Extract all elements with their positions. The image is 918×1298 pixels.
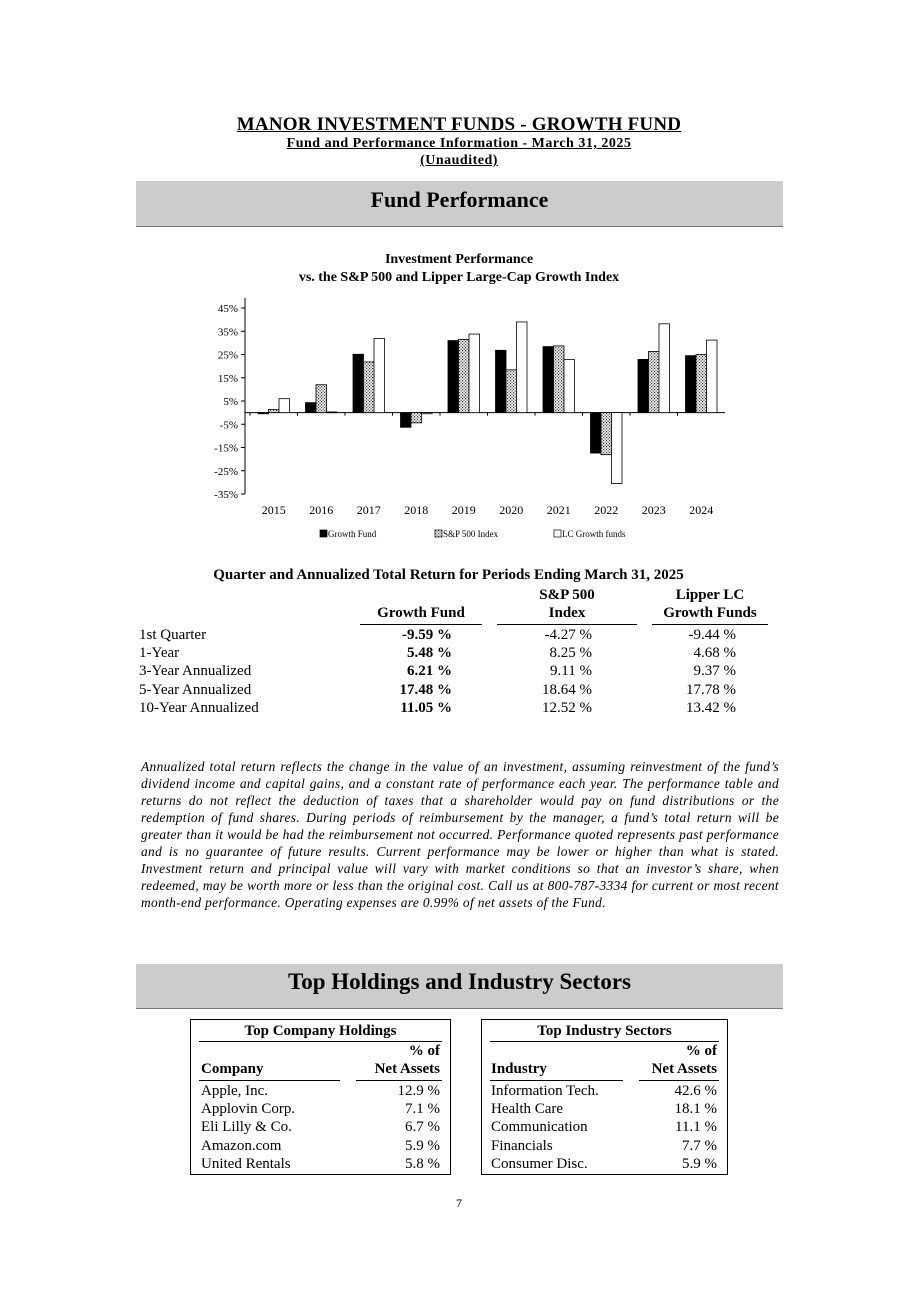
bar-growth-fund (496, 350, 507, 412)
holding-name: United Rentals (201, 1156, 291, 1172)
legend-swatch (554, 530, 561, 537)
y-tick-label: 15% (217, 372, 238, 385)
growth-fund-return: 6.21 % (407, 663, 452, 679)
sector-name: Financials (491, 1138, 553, 1154)
col-header-lipper-line2: Growth Funds (663, 605, 757, 621)
y-tick-label: 45% (217, 303, 238, 315)
sector-name: Consumer Disc. (491, 1156, 588, 1172)
holdings-col-company: Company (201, 1061, 264, 1077)
growth-fund-return: 17.48 % (399, 682, 452, 698)
sectors-col-rule-pct (639, 1080, 719, 1081)
holding-name: Eli Lilly & Co. (201, 1119, 292, 1135)
sectors-col-rule-industry (490, 1080, 623, 1081)
sectors-col-pct-line1: % of (685, 1043, 717, 1059)
bar-sp500-index (696, 355, 707, 413)
holding-name: Amazon.com (201, 1138, 282, 1154)
bar-lc-growth-funds (707, 340, 718, 413)
col-rule-lipper (652, 624, 768, 625)
sectors-box-title: Top Industry Sectors (537, 1023, 672, 1039)
performance-disclaimer: Annualized total return reflects the change in the value of an investment, assuming reinvestment of the fund’s dividend income and capital gains, and a constant rate of performance each year. The performance table and returns do not reflect the deduction of taxes that a shareholder would pay on fund distributions or the redemption of fund shares. During periods of reimbursement by the manager, a fund’s total return will be greater than it would be had the reimbursement not occurred. Performance quoted represents past performance and is no guarantee of future results. Current performance may be lower or higher than what is stated. Investment return and principal value will vary with market conditions so that an investor’s share, when redeemed, may be worth more or less than the original cost. Call us at 800-787-3334 for current or most recent month-end performance. Operating expenses are 0.99% of net assets of the Fund. (141, 759, 779, 910)
bar-growth-fund (686, 356, 697, 413)
y-tick-label: -35% (214, 489, 238, 501)
performance-table-caption: Quarter and Annualized Total Return for Periods Ending March 31, 2025 (213, 567, 684, 583)
lipper-return: -9.44 % (688, 627, 736, 643)
legend-swatch (320, 530, 327, 537)
bar-lc-growth-funds (517, 322, 528, 413)
bar-sp500-index (411, 413, 422, 423)
sectors-col-pct-line2: Net Assets (651, 1061, 717, 1077)
x-tick-label: 2023 (641, 503, 666, 517)
holding-name: Apple, Inc. (201, 1083, 269, 1099)
bar-growth-fund (401, 413, 412, 428)
sector-pct: 5.9 % (682, 1156, 717, 1172)
holdings-col-rule-pct (356, 1080, 442, 1081)
bar-growth-fund (306, 403, 317, 413)
period-label: 3-Year Annualized (139, 663, 252, 679)
bar-growth-fund (591, 413, 602, 453)
bar-sp500-index (649, 351, 660, 412)
col-rule-sp500 (497, 624, 637, 625)
lipper-return: 13.42 % (686, 700, 736, 716)
growth-fund-return: 5.48 % (407, 645, 452, 661)
top-company-holdings-box (190, 1019, 451, 1175)
col-header-sp500-line1: S&P 500 (539, 587, 595, 603)
sector-pct: 42.6 % (674, 1083, 717, 1099)
bar-sp500-index (506, 370, 517, 413)
period-label: 10-Year Annualized (139, 700, 259, 716)
lipper-return: 9.37 % (693, 663, 736, 679)
bar-growth-fund (543, 347, 554, 413)
holdings-col-pct-line2: Net Assets (374, 1061, 440, 1077)
holdings-box-title: Top Company Holdings (244, 1023, 397, 1039)
lipper-return: 17.78 % (686, 682, 736, 698)
section-header-top-holdings: Top Holdings and Industry Sectors (136, 964, 783, 1009)
period-label: 1-Year (139, 645, 180, 661)
bar-lc-growth-funds (327, 412, 338, 413)
section-header-fund-performance: Fund Performance (136, 181, 783, 227)
x-tick-label: 2017 (356, 503, 381, 517)
holding-pct: 12.9 % (397, 1083, 440, 1099)
sector-name: Information Tech. (491, 1083, 599, 1099)
growth-fund-return: 11.05 % (400, 700, 452, 716)
sp500-return: 9.11 % (550, 663, 592, 679)
x-tick-label: 2019 (451, 503, 476, 517)
x-tick-label: 2022 (594, 503, 619, 517)
x-tick-label: 2024 (689, 503, 714, 517)
top-industry-sectors-box (481, 1019, 728, 1175)
page-number: 7 (456, 1196, 462, 1210)
y-tick-label: 25% (217, 349, 238, 362)
bar-sp500-index (459, 339, 470, 412)
growth-fund-return: -9.59 % (402, 627, 452, 643)
bar-lc-growth-funds (659, 324, 670, 413)
period-label: 5-Year Annualized (139, 682, 252, 698)
bar-sp500-index (554, 346, 565, 413)
x-tick-label: 2015 (261, 503, 286, 517)
legend-label: Growth Fund (328, 529, 377, 539)
bar-lc-growth-funds (469, 334, 480, 413)
col-header-growth-fund: Growth Fund (377, 605, 465, 621)
bar-sp500-index (364, 362, 375, 413)
bar-sp500-index (316, 385, 327, 413)
bar-sp500-index (601, 413, 612, 455)
holding-pct: 7.1 % (405, 1101, 440, 1117)
performance-chart (180, 290, 760, 546)
sp500-return: -4.27 % (544, 627, 592, 643)
holding-pct: 5.8 % (405, 1156, 440, 1172)
lipper-return: 4.68 % (693, 645, 736, 661)
holdings-col-rule-company (199, 1080, 340, 1081)
legend-swatch (435, 530, 442, 537)
holding-pct: 6.7 % (405, 1119, 440, 1135)
document-subtitle: Fund and Performance Information - March 31, 2025 (286, 136, 632, 151)
document-title: MANOR INVESTMENT FUNDS - GROWTH FUND (236, 114, 682, 135)
chart-title: Investment Performance (384, 252, 534, 267)
holdings-title-rule (199, 1041, 442, 1042)
legend-label: LC Growth funds (562, 529, 626, 539)
y-tick-label: -15% (214, 442, 238, 455)
unaudited-label: (Unaudited) (420, 153, 498, 168)
sectors-title-rule (490, 1041, 719, 1042)
holding-pct: 5.9 % (405, 1138, 440, 1154)
sector-name: Communication (491, 1119, 588, 1135)
y-tick-label: 35% (217, 326, 238, 339)
x-tick-label: 2020 (499, 503, 524, 517)
sector-name: Health Care (491, 1101, 564, 1117)
holdings-col-pct-line1: % of (408, 1043, 440, 1059)
bar-growth-fund (258, 413, 269, 414)
sector-pct: 11.1 % (675, 1119, 717, 1135)
col-header-lipper-line1: Lipper LC (675, 587, 745, 603)
period-label: 1st Quarter (139, 627, 207, 643)
bar-growth-fund (638, 359, 649, 412)
col-header-sp500-line2: Index (548, 605, 586, 621)
y-tick-label: 5% (223, 396, 238, 408)
sector-pct: 18.1 % (674, 1101, 717, 1117)
y-tick-label: -25% (214, 465, 238, 478)
bar-lc-growth-funds (564, 360, 575, 413)
bar-growth-fund (448, 341, 459, 413)
legend-label: S&P 500 Index (443, 529, 499, 539)
bar-lc-growth-funds (374, 338, 385, 412)
sp500-return: 18.64 % (542, 682, 592, 698)
sp500-return: 8.25 % (549, 645, 592, 661)
bar-growth-fund (353, 354, 364, 412)
chart-subtitle: vs. the S&P 500 and Lipper Large-Cap Growth Index (298, 270, 620, 285)
sectors-col-industry: Industry (491, 1061, 547, 1077)
bar-lc-growth-funds (612, 413, 623, 484)
x-tick-label: 2016 (309, 503, 334, 517)
bar-lc-growth-funds (422, 413, 433, 414)
col-rule-growth-fund (360, 624, 482, 625)
sector-pct: 7.7 % (682, 1138, 717, 1154)
y-tick-label: -5% (219, 419, 238, 432)
bar-lc-growth-funds (279, 399, 290, 413)
x-tick-label: 2021 (546, 503, 571, 517)
holding-name: Applovin Corp. (201, 1101, 296, 1117)
bar-sp500-index (269, 409, 280, 412)
sp500-return: 12.52 % (542, 700, 592, 716)
x-tick-label: 2018 (404, 503, 429, 517)
